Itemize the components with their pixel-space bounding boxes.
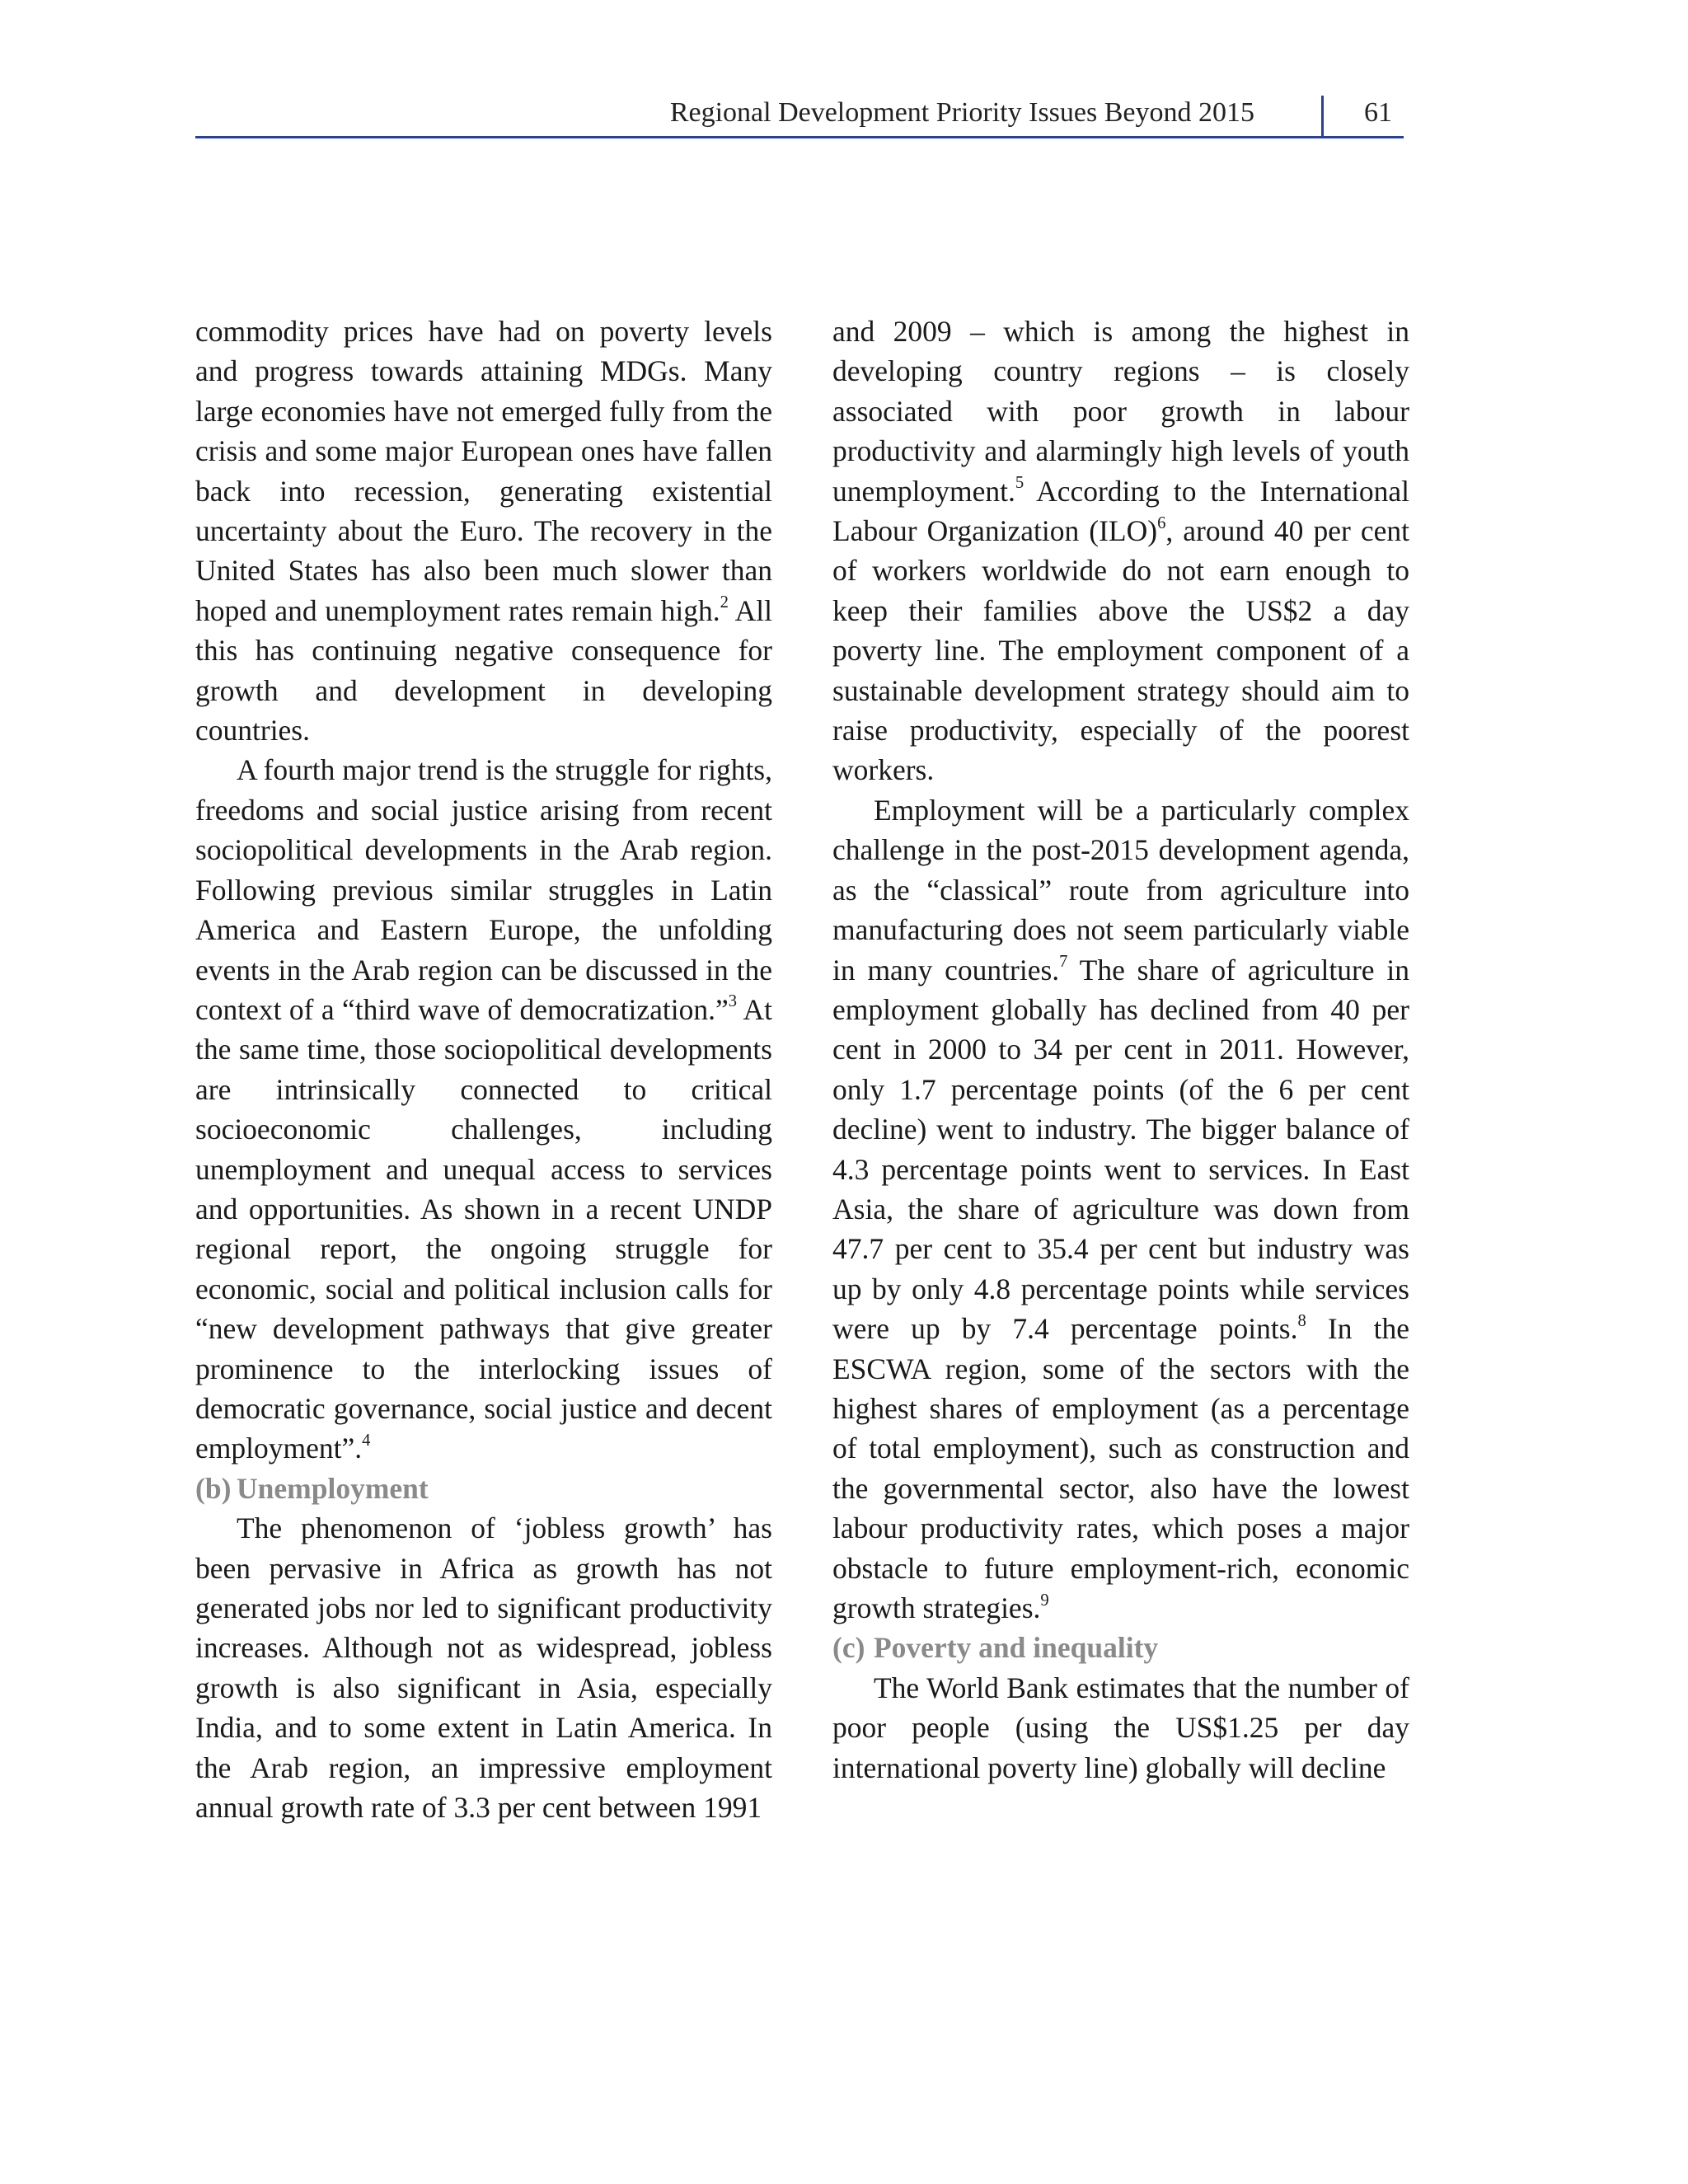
footnote-marker: 4 <box>362 1431 371 1450</box>
paragraph-jobless-growth <box>195 1508 772 1827</box>
footnote-marker: 2 <box>720 593 729 612</box>
header-rule <box>195 136 1404 138</box>
footnote-marker: 8 <box>1297 1311 1306 1330</box>
paragraph-text: In the ESCWA region, some of the sectors with the highest shares of employment (as a percentage of total employment), such as construction and the governmental sector, also have the lowest labour productivity rates, which poses a major obstacle to future employment-rich, economic growth strategies. <box>832 1312 1409 1624</box>
header-divider <box>1321 96 1324 138</box>
section-heading-text: Poverty and inequality <box>874 1631 1159 1665</box>
paragraph-text: According to the International Labour Organization (ILO) <box>832 474 1409 548</box>
running-header-title: Regional Development Priority Issues Beyond 2015 <box>669 97 1254 128</box>
footnote-marker: 9 <box>1040 1591 1049 1610</box>
paragraph-text: A fourth major trend is the struggle for rights, freedoms and social justice arising from recent sociopolitical developments in the Arab region. Following previous similar struggles in Latin America and Eastern Europe, the unfolding events in the Arab region can be discussed in the context of a “third wave of democratization.” <box>195 753 772 1026</box>
paragraph-world-bank <box>832 1668 1409 1788</box>
section-heading-unemployment <box>195 1469 772 1508</box>
paragraph-text: At the same time, those sociopolitical developments are intrinsically connected to critical socioeconomic challenges, including unemployment and unequal access to services and opportunities. As shown in a recent UNDP regional report, the ongoing struggle for economic, social and political inclusion calls for “new development pathways that give greater prominence to the interlocking issues of democratic governance, social justice and decent employment”. <box>195 992 772 1465</box>
paragraph-economic-crisis <box>195 312 772 750</box>
paragraph-employment-challenge <box>832 790 1409 1629</box>
section-heading-text: Unemployment <box>237 1471 429 1505</box>
section-heading-marker: (b) <box>195 1471 232 1505</box>
footnote-marker: 7 <box>1059 953 1068 972</box>
paragraph-text: and 2009 – which is among the highest in developing country regions – is closely associated with poor growth in labour productivity and alarmingly high levels of youth unemployment. <box>832 315 1409 508</box>
footnote-marker: 5 <box>1015 474 1025 493</box>
paragraph-text: All this has continuing negative consequence for growth and development in developing countries. <box>195 593 772 748</box>
running-header <box>195 89 1404 138</box>
right-column <box>832 312 1409 1788</box>
paragraph-text: The share of agriculture in employment globally has declined from 40 per cent in 2000 to 34 per cent in 2011. However, only 1.7 percentage points (of the 6 per cent decline) went to industry. The bigger balance of 4.3 percentage points went to services. In East Asia, the share of agriculture was down from 47.7 per cent to 35.4 per cent but industry was up by only 4.8 percentage points while services were up by 7.4 percentage points. <box>832 953 1410 1346</box>
page-number: 61 <box>1364 97 1392 128</box>
paragraph-text: Employment will be a particularly complex challenge in the post-2015 development agenda, as the “classical” route from agriculture into manufacturing does not seem particularly viable in many countries. <box>832 793 1409 987</box>
paragraph-social-justice <box>195 750 772 1468</box>
section-heading-poverty <box>832 1628 1409 1667</box>
footnote-marker: 6 <box>1157 513 1166 532</box>
paragraph-labour-productivity <box>832 312 1409 790</box>
left-column <box>195 312 772 1827</box>
paragraph-text: The World Bank estimates that the number of poor people (using the US$1.25 per day international poverty line) globally will decline <box>832 1671 1409 1784</box>
section-heading-marker: (c) <box>832 1631 865 1665</box>
paragraph-text: commodity prices have had on poverty levels and progress towards attaining MDGs. Many large economies have not emerged fully from the crisis and some major European ones have fallen back into recession, generating existential uncertainty about the Euro. The recovery in the United States has also been much slower than hoped and unemployment rates remain high. <box>195 315 772 627</box>
paragraph-text: , around 40 per cent of workers worldwide do not earn enough to keep their families above the US$2 a day poverty line. The employment component of a sustainable development strategy should aim to raise productivity, especially of the poorest workers. <box>832 514 1409 787</box>
paragraph-text: The phenomenon of ‘jobless growth’ has been pervasive in Africa as growth has not generated jobs nor led to significant productivity increases. Although not as widespread, jobless growth is also significant in Asia, especially India, and to some extent in Latin America. In the Arab region, an impressive employment annual growth rate of 3.3 per cent between 1991 <box>195 1511 772 1825</box>
footnote-marker: 3 <box>728 992 738 1011</box>
